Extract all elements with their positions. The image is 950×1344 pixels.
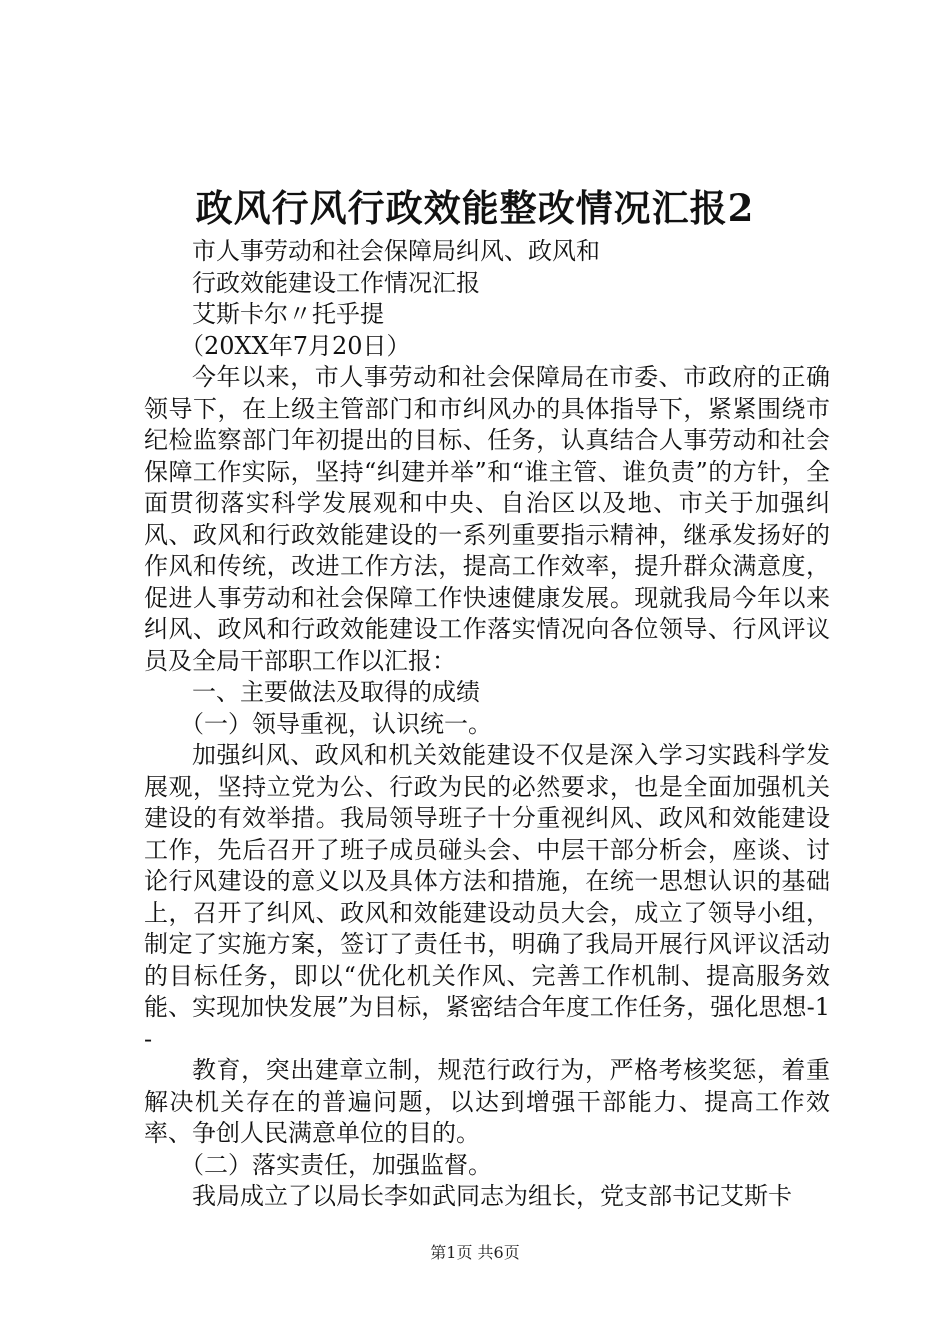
intro-paragraph: 今年以来，市人事劳动和社会保障局在市委、市政府的正确领导下，在上级主管部门和市纠风办的具体指导下，紧紧围绕市纪检监察部门年初提出的目标、任务，认真结合人事劳动和社会保障工作实际，坚持“纠建并举”和“谁主管、谁负责”的方针，全面贯彻落实科学发展观和中央、自治区以及地、市关于加强纠风、政风和行政效能建设的一系列重要指示精神，继承发扬好的作风和传统，改进工作方法，提高工作效率，提升群众满意度，促进人事劳动和社会保障工作快速健康发展。现就我局今年以来纠风、政风和行政效能建设工作落实情况向各位领导、行风评议员及全局干部职工作以汇报：: [144, 363, 830, 675]
subsection-heading-1: （一）领导重视，认识统一。: [180, 709, 492, 738]
date-line: （20XX年7月20日）: [180, 331, 411, 360]
page-footer: 第1页 共6页: [430, 1243, 520, 1262]
document-body: [144, 236, 830, 1213]
body-paragraph-3: 我局成立了以局长李如武同志为组长，党支部书记艾斯卡: [192, 1182, 792, 1210]
body-paragraph-1: 加强纠风、政风和机关效能建设不仅是深入学习实践科学发展观，坚持立党为公、行政为民的必然要求，也是全面加强机关建设的有效举措。我局领导班子十分重视纠风、政风和效能建设工作，先后召开了班子成员碰头会、中层干部分析会，座谈、讨论行风建设的意义以及具体方法和措施，在统一思想认识的基础上，召开了纠风、政风和效能建设动员大会，成立了领导小组，制定了实施方案，签订了责任书，明确了我局开展行风评议活动的目标任务，即以“优化机关作风、完善工作机制、提高服务效能、实现加快发展”为目标，紧密结合年度工作任务，强化思想-1-: [144, 741, 830, 1053]
section-heading: 一、主要做法及取得的成绩: [192, 678, 480, 706]
subsection-heading-2: （二）落实责任，加强监督。: [180, 1150, 492, 1179]
body-paragraph-2: 教育，突出建章立制，规范行政行为，严格考核奖惩，着重解决机关存在的普遍问题，以达到增强干部能力、提高工作效率、争创人民满意单位的目的。: [144, 1056, 830, 1147]
subtitle-line-2: 行政效能建设工作情况汇报: [192, 268, 480, 297]
subtitle-line-1: 市人事劳动和社会保障局纠风、政风和: [192, 237, 600, 265]
document-title: 政风行风行政效能整改情况汇报2: [195, 186, 755, 230]
author-line: 艾斯卡尔〃托乎提: [192, 300, 384, 328]
